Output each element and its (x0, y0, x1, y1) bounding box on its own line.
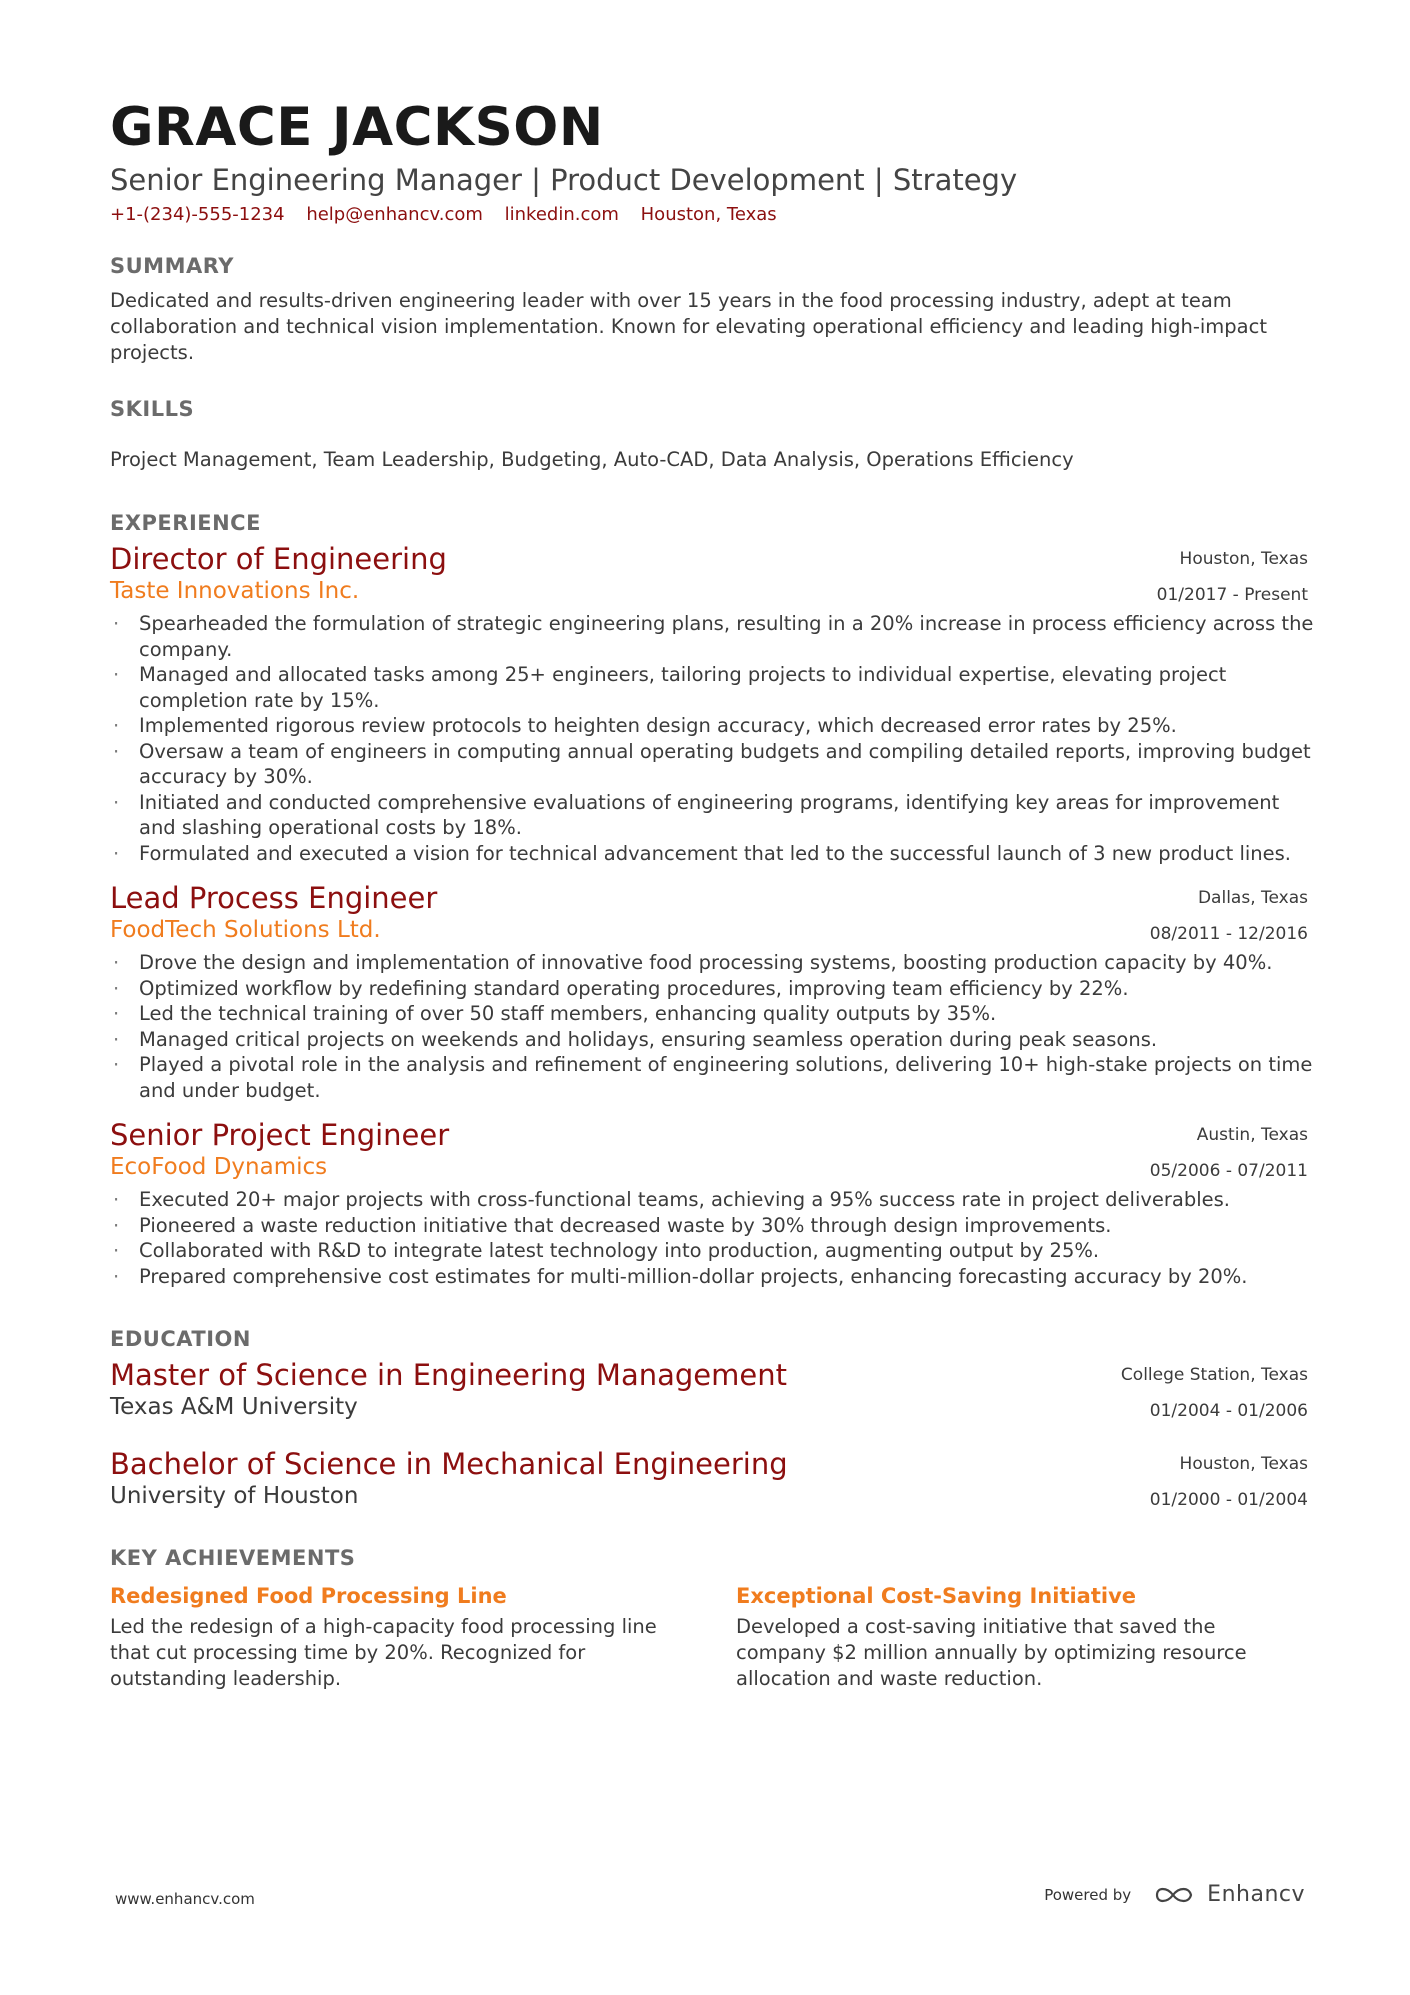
bullet-item: · Prepared comprehensive cost estimates for multi-million-dollar projects, enhancing forecasting accuracy by 20%. (110, 1264, 1319, 1290)
footer-branding (1044, 1882, 1305, 1907)
job-location: Dallas, Texas (1197, 888, 1308, 908)
job-location: Austin, Texas (1196, 1125, 1308, 1145)
phone-link[interactable]: +1-(234)-555-1234 (110, 204, 285, 225)
contact-info (110, 202, 1308, 228)
degree-title: Bachelor of Science in Mechanical Engineering (110, 1447, 788, 1481)
bullet-item: · Oversaw a team of engineers in computing annual operating budgets and compiling detailed reports, improving budget accuracy by 30%. (110, 739, 1319, 790)
bullet-item: · Initiated and conducted comprehensive evaluations of engineering programs, identifying key areas for improvement and slashing operational costs by 18%. (110, 790, 1319, 841)
job-title: Lead Process Engineer (110, 881, 438, 915)
bullet-item: · Spearheaded the formulation of strategic engineering plans, resulting in a 20% increase in process efficiency across the company. (110, 611, 1319, 662)
job-bullets (110, 611, 1314, 866)
bullet-item: · Managed critical projects on weekends and holidays, ensuring seamless operation during peak seasons. (110, 1027, 1319, 1053)
school-name: University of Houston (110, 1483, 359, 1509)
achievement-title: Redesigned Food Processing Line (110, 1584, 507, 1608)
job-meta (1150, 1117, 1308, 1189)
job-dates: 05/2006 - 07/2011 (1149, 1161, 1308, 1181)
education-entry (110, 1446, 1308, 1510)
education-location: Houston, Texas (1179, 1454, 1308, 1474)
resume-page (110, 96, 1314, 1692)
education-dates: 01/2000 - 01/2004 (1149, 1490, 1308, 1510)
headline: Senior Engineering Manager | Product Development | Strategy (110, 163, 1018, 197)
footer-website[interactable]: www.enhancv.com (115, 1890, 255, 1908)
brand-name: Enhancv (1207, 1882, 1305, 1907)
achievements-grid (110, 1582, 1308, 1692)
email-link[interactable]: help@enhancv.com (306, 204, 483, 225)
section-title-education: EDUCATION (110, 1327, 251, 1351)
education-meta (1150, 1446, 1308, 1518)
section-title-experience: EXPERIENCE (110, 511, 261, 535)
linkedin-link[interactable]: linkedin.com (504, 204, 619, 225)
bullet-item: · Executed 20+ major projects with cross-functional teams, achieving a 95% success rate in project deliverables. (110, 1187, 1319, 1213)
experience-section (110, 511, 1314, 1289)
bullet-item: · Drove the design and implementation of innovative food processing systems, boosting production capacity by 40%. (110, 950, 1319, 976)
section-title-summary: SUMMARY (110, 254, 234, 278)
candidate-name: GRACE JACKSON (110, 97, 604, 158)
bullet-item: · Formulated and executed a vision for technical advancement that led to the successful launch of 3 new product lines. (110, 841, 1319, 867)
job-company: EcoFood Dynamics (110, 1154, 328, 1180)
location-text: Houston, Texas (640, 204, 777, 225)
bullet-item: · Implemented rigorous review protocols to heighten design accuracy, which decreased error rates by 25%. (110, 713, 1319, 739)
job-company: FoodTech Solutions Ltd. (110, 917, 381, 943)
school-name: Texas A&M University (110, 1394, 358, 1420)
job-title: Senior Project Engineer (110, 1118, 450, 1152)
job-location: Houston, Texas (1179, 549, 1308, 569)
bullet-item: · Managed and allocated tasks among 25+ engineers, tailoring projects to individual expertise, elevating project completion rate by 15%. (110, 662, 1319, 713)
skills-section (110, 397, 1308, 473)
section-title-achievements: KEY ACHIEVEMENTS (110, 1546, 356, 1570)
job-entry (110, 1117, 1308, 1289)
bullet-item: · Optimized workflow by redefining standard operating procedures, improving team efficiency by 22%. (110, 976, 1319, 1002)
summary-text: Dedicated and results-driven engineering leader with over 15 years in the food processing industry, adept at team collaboration and technical vision implementation. Known for elevating operational efficiency and leading high-impact projects. (110, 289, 1267, 364)
job-entry (110, 541, 1314, 866)
achievement-item (736, 1582, 1306, 1692)
achievement-title: Exceptional Cost-Saving Initiative (736, 1584, 1137, 1608)
powered-by-text: Powered by (1044, 1885, 1132, 1904)
bullet-item: · Pioneered a waste reduction initiative that decreased waste by 30% through design improvements. (110, 1213, 1319, 1239)
enhancv-logo-icon (1151, 1883, 1197, 1907)
section-title-skills: SKILLS (110, 397, 195, 421)
degree-title: Master of Science in Engineering Management (110, 1358, 787, 1392)
achievements-section (110, 1546, 1308, 1692)
job-bullets (110, 1187, 1308, 1289)
job-company: Taste Innovations Inc. (110, 578, 360, 604)
bullet-item: · Collaborated with R&D to integrate latest technology into production, augmenting output by 25%. (110, 1238, 1319, 1264)
bullet-item: · Played a pivotal role in the analysis and refinement of engineering solutions, delivering 10+ high-stake projects on time and under budget. (110, 1052, 1319, 1103)
job-entry (110, 880, 1313, 1103)
summary-section (110, 254, 1308, 366)
education-location: College Station, Texas (1120, 1365, 1308, 1385)
achievement-item (110, 1582, 680, 1692)
achievement-desc: Developed a cost-saving initiative that saved the company $2 million annually by optimizing resource allocation and waste reduction. (736, 1615, 1247, 1690)
job-meta (1157, 541, 1308, 613)
job-dates: 01/2017 - Present (1156, 585, 1308, 605)
achievement-desc: Led the redesign of a high-capacity food processing line that cut processing time by 20%. Recognized for outstanding leadership. (110, 1615, 657, 1690)
bullet-item: · Led the technical training of over 50 staff members, enhancing quality outputs by 35%. (110, 1001, 1319, 1027)
education-dates: 01/2004 - 01/2006 (1149, 1401, 1308, 1421)
job-meta (1150, 880, 1308, 952)
brand-lockup[interactable] (1151, 1882, 1305, 1907)
job-title: Director of Engineering (110, 542, 447, 576)
education-section (110, 1327, 1308, 1510)
job-bullets (110, 950, 1313, 1103)
education-entry (110, 1357, 1308, 1421)
education-meta (1121, 1357, 1308, 1429)
skills-text: Project Management, Team Leadership, Budgeting, Auto-CAD, Data Analysis, Operations Efficiency (110, 448, 1074, 471)
job-dates: 08/2011 - 12/2016 (1149, 924, 1308, 944)
